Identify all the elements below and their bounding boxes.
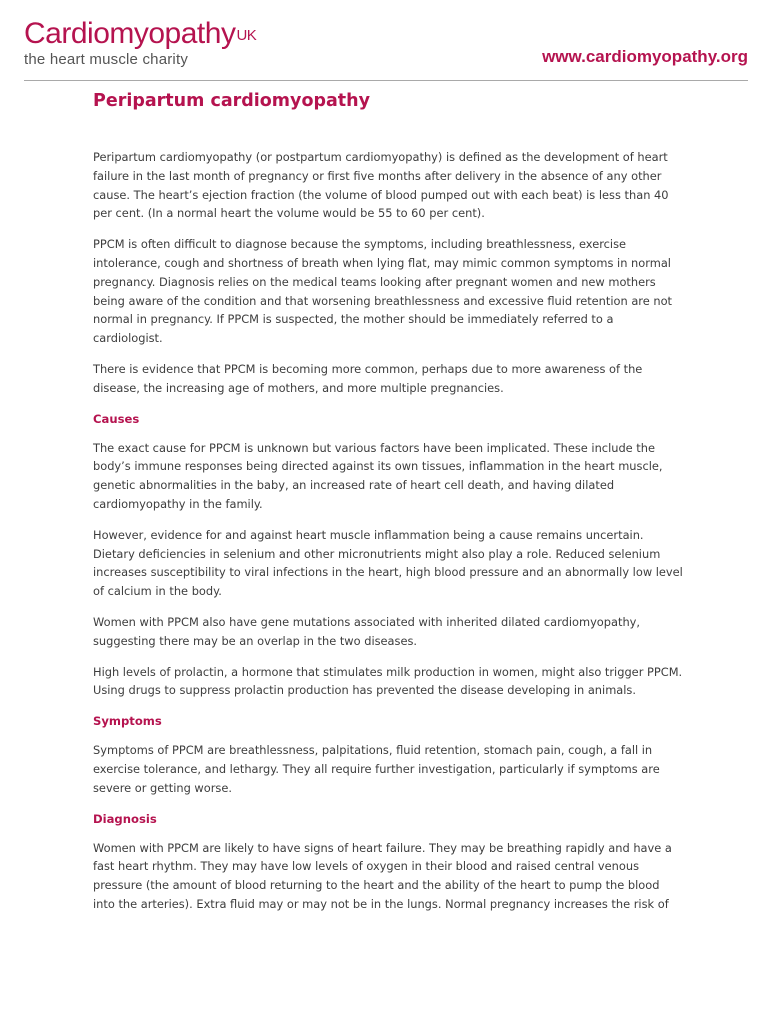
cardiomyopathy-uk-logo — [24, 18, 256, 69]
page-header — [0, 0, 768, 84]
logo-tagline: the heart muscle charity — [24, 51, 189, 68]
intro-paragraph: Peripartum cardiomyopathy (or postpartum cardiomyopathy) is defined as the development of heart failure in the last month of pregnancy or first five months after delivery in the absence of any other cause. The heart’s ejection fraction (the volume of blood pumped out with each beat) is less than 40 per cent. (In a normal heart the volume would be 55 to 60 per cent). — [93, 150, 669, 221]
website-link[interactable]: www.cardiomyopathy.org — [542, 47, 748, 66]
causes-paragraph: Women with PPCM also have gene mutations associated with inherited dilated cardiomyopathy, suggesting there may be an overlap in the two diseases. — [93, 614, 641, 648]
section-heading-symptoms: Symptoms — [93, 714, 162, 729]
diagnosis-paragraph: Women with PPCM are likely to have signs of heart failure. They may be breathing rapidly and have a fast heart rhythm. They may have low levels of oxygen in their blood and raised central venous pressure (the amount of blood returning to the heart and the ability of the heart to pump the blood into the arteries). Extra fluid may or may not be in the lungs. Normal pregnancy increases the risk of — [93, 840, 672, 911]
causes-paragraph: High levels of prolactin, a hormone that stimulates milk production in women, might also trigger PPCM. Using drugs to suppress prolactin production has prevented the disease developing in animals. — [93, 664, 683, 698]
page-title: Peripartum cardiomyopathy — [93, 91, 371, 111]
section-heading-diagnosis: Diagnosis — [93, 811, 157, 826]
causes-paragraph: However, evidence for and against heart muscle inflammation being a cause remains uncertain. Dietary deficiencies in selenium and other micronutrients might also play a role. Reduced selenium increases susceptibility to viral infections in the heart, high blood pressure and an abnormally low level of calcium in the body. — [93, 527, 683, 599]
section-heading-causes: Causes — [93, 411, 140, 426]
logo-superscript: UK — [236, 27, 257, 44]
causes-paragraph: The exact cause for PPCM is unknown but various factors have been implicated. These include the body’s immune responses being directed against its own tissues, inflammation in the heart muscle, genetic abnormalities in the baby, an increased rate of heart cell death, and having dilated cardiomyopathy in the family. — [93, 440, 663, 511]
header-divider — [24, 80, 748, 81]
intro-paragraph: PPCM is often difficult to diagnose because the symptoms, including breathlessness, exercise intolerance, cough and shortness of breath when lying flat, may mimic common symptoms in normal pregnancy. Diagnosis relies on the medical teams looking after pregnant women and new mothers being aware of the condition and that worsening breathlessness and excessive fluid retention are not normal in pregnancy. If PPCM is suspected, the mother should be immediately referred to a cardiologist. — [93, 237, 673, 346]
symptoms-paragraph: Symptoms of PPCM are breathlessness, palpitations, fluid retention, stomach pain, cough, a fall in exercise tolerance, and lethargy. They all require further investigation, particularly if symptoms are severe or getting worse. — [93, 743, 660, 795]
logo-wordmark — [24, 18, 256, 50]
intro-paragraph: There is evidence that PPCM is becoming more common, perhaps due to more awareness of the disease, the increasing age of mothers, and more multiple pregnancies. — [93, 361, 643, 395]
document-body — [93, 88, 683, 926]
logo-name: Cardiomyopathy — [24, 17, 236, 50]
